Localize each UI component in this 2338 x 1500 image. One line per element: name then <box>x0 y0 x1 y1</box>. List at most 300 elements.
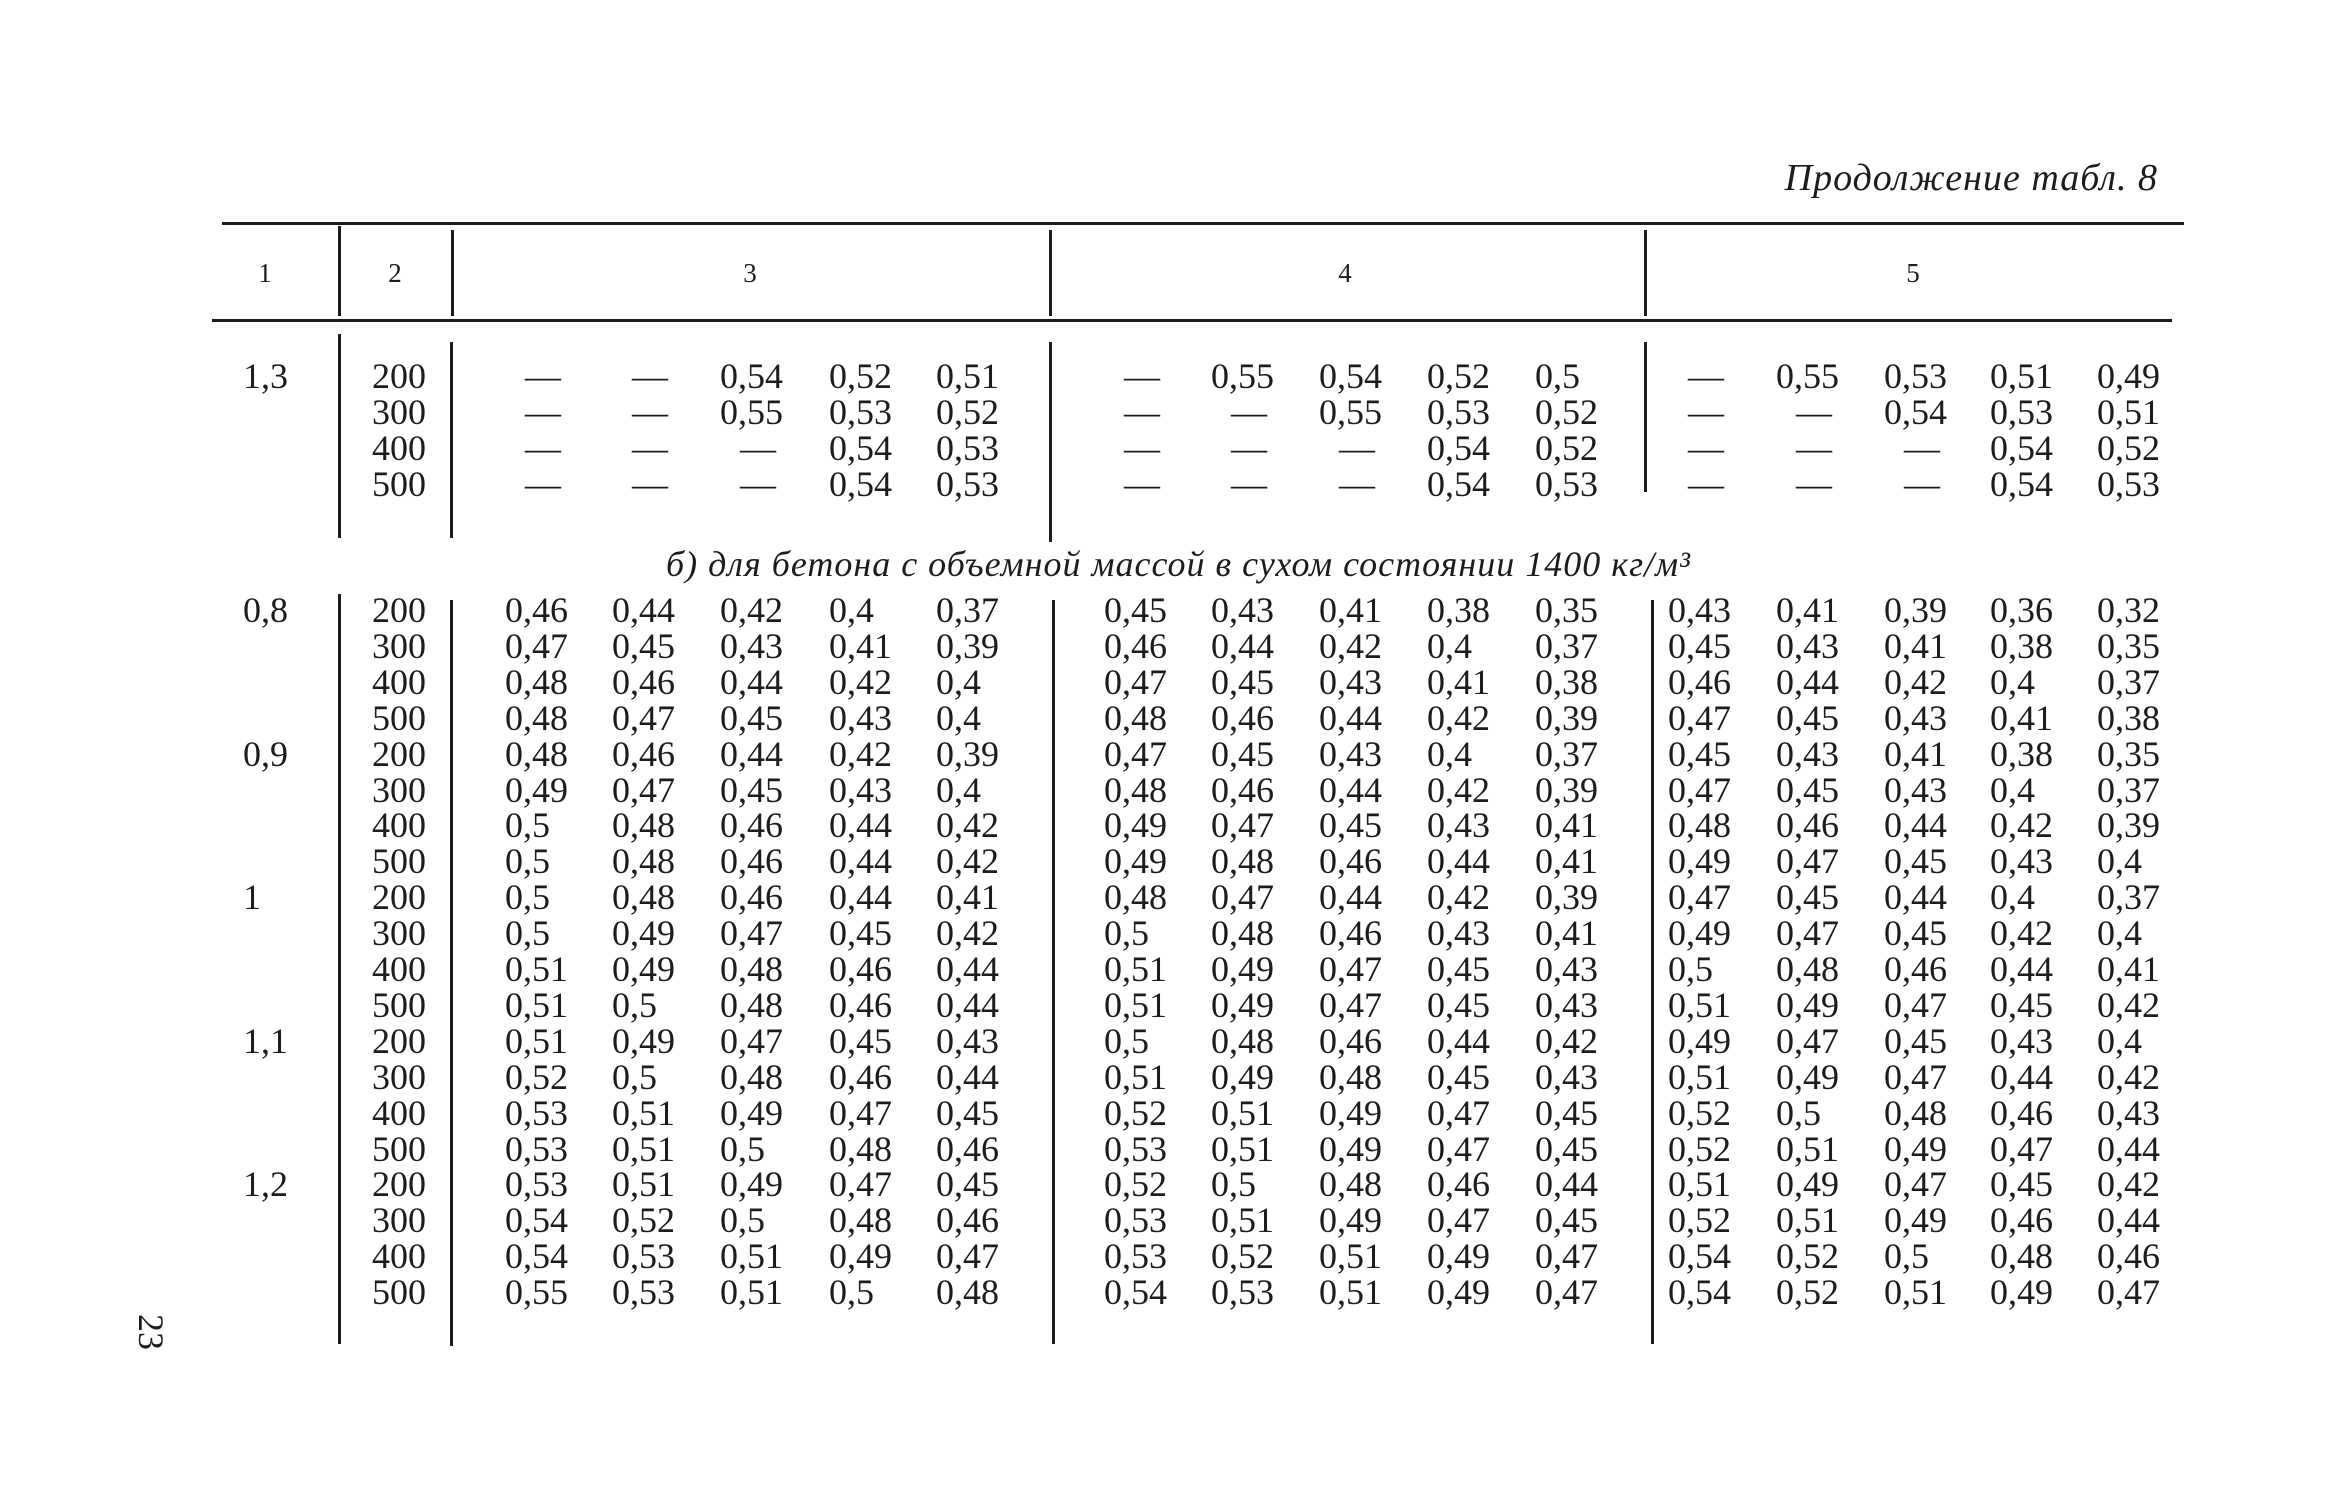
cell-value: 0,54 <box>505 1236 568 1277</box>
divider-1-2 <box>338 226 341 316</box>
cell-value: — <box>740 428 776 468</box>
cell-value: 0,48 <box>612 805 675 846</box>
cell-value: 0,43 <box>1535 984 1598 1025</box>
cell-value: 0,41 <box>2097 949 2160 989</box>
cell-value: 0,51 <box>612 1092 675 1133</box>
cell-value: 0,49 <box>612 949 675 989</box>
cell-value: 0,38 <box>1990 733 2053 774</box>
cell-value: 0,45 <box>720 769 783 810</box>
cell-col-2: 500 <box>372 1272 426 1313</box>
cell-col-1: 0,8 <box>243 590 288 630</box>
cell-value: 0,52 <box>1104 1092 1167 1133</box>
cell-value: 0,44 <box>1427 841 1490 882</box>
cell-value: 0,44 <box>829 805 892 846</box>
table-row <box>0 466 2338 502</box>
cell-value: 0,48 <box>720 1056 783 1097</box>
cell-value: 0,43 <box>1884 697 1947 738</box>
cell-value: 0,53 <box>1427 392 1490 432</box>
cell-value: 0,49 <box>1211 1056 1274 1097</box>
cell-value: 0,55 <box>1776 356 1839 396</box>
table-row <box>0 769 2338 810</box>
cell-value: 0,52 <box>1535 428 1598 468</box>
cell-value: 0,44 <box>1990 1056 2053 1097</box>
cell-value: 0,41 <box>1427 661 1490 702</box>
cell-value: 0,45 <box>1776 877 1839 918</box>
cell-value: 0,47 <box>1668 877 1731 918</box>
cell-value: — <box>1904 428 1940 468</box>
cell-col-2: 200 <box>372 877 426 918</box>
cell-value: 0,39 <box>1535 877 1598 918</box>
cell-value: 0,52 <box>936 392 999 432</box>
cell-value: 0,47 <box>1884 1164 1947 1205</box>
cell-value: 0,45 <box>829 913 892 954</box>
cell-value: 0,49 <box>720 1092 783 1133</box>
cell-value: 0,45 <box>1535 1092 1598 1133</box>
cell-value: 0,41 <box>829 625 892 666</box>
cell-value: 0,49 <box>1668 1020 1731 1061</box>
cell-value: 0,42 <box>720 590 783 630</box>
cell-value: 0,45 <box>1535 1128 1598 1169</box>
cell-value: 0,44 <box>936 1056 999 1097</box>
header-bottom-rule <box>212 319 2172 322</box>
cell-value: — <box>525 428 561 468</box>
cell-value: 0,48 <box>829 1128 892 1169</box>
cell-value: 0,42 <box>2097 1056 2160 1097</box>
cell-value: 0,49 <box>1319 1200 1382 1241</box>
cell-value: 0,39 <box>1884 590 1947 630</box>
cell-value: 0,5 <box>720 1128 765 1169</box>
divider-2-3 <box>451 230 454 316</box>
table-row <box>0 984 2338 1025</box>
cell-value: 0,44 <box>2097 1200 2160 1241</box>
cell-value: 0,48 <box>1104 697 1167 738</box>
cell-value: — <box>1904 464 1940 504</box>
cell-value: 0,53 <box>2097 464 2160 504</box>
cell-value: 0,49 <box>1319 1092 1382 1133</box>
cell-value: 0,42 <box>936 913 999 954</box>
cell-value: 0,46 <box>720 805 783 846</box>
cell-col-2: 300 <box>372 625 426 666</box>
cell-value: 0,52 <box>612 1200 675 1241</box>
cell-value: 0,51 <box>612 1164 675 1205</box>
cell-value: 0,48 <box>505 733 568 774</box>
cell-value: 0,47 <box>1104 733 1167 774</box>
cell-value: 0,46 <box>1319 1020 1382 1061</box>
table-row <box>0 625 2338 666</box>
cell-value: 0,44 <box>936 984 999 1025</box>
cell-value: 0,49 <box>1668 841 1731 882</box>
cell-value: 0,41 <box>1884 733 1947 774</box>
cell-value: 0,4 <box>2097 913 2142 954</box>
cell-value: 0,44 <box>1319 697 1382 738</box>
table-row <box>0 1092 2338 1133</box>
cell-value: 0,53 <box>1884 356 1947 396</box>
cell-value: 0,53 <box>936 428 999 468</box>
cell-value: 0,52 <box>829 356 892 396</box>
cell-value: 0,54 <box>1427 428 1490 468</box>
cell-col-2: 500 <box>372 1128 426 1169</box>
table-row <box>0 1236 2338 1277</box>
cell-value: 0,46 <box>936 1200 999 1241</box>
cell-value: 0,52 <box>1776 1236 1839 1277</box>
cell-value: 0,44 <box>829 877 892 918</box>
cell-value: 0,48 <box>1884 1092 1947 1133</box>
cell-value: 0,5 <box>505 877 550 918</box>
cell-value: 0,41 <box>1990 697 2053 738</box>
cell-value: 0,46 <box>936 1128 999 1169</box>
cell-value: 0,47 <box>1104 661 1167 702</box>
cell-value: 0,52 <box>1668 1200 1731 1241</box>
cell-value: 0,51 <box>1668 1164 1731 1205</box>
cell-value: 0,39 <box>2097 805 2160 846</box>
cell-value: 0,54 <box>1668 1272 1731 1313</box>
cell-value: 0,54 <box>829 464 892 504</box>
cell-value: 0,54 <box>1990 464 2053 504</box>
table-row <box>0 913 2338 954</box>
cell-value: 0,37 <box>2097 877 2160 918</box>
cell-value: — <box>632 428 668 468</box>
cell-value: 0,45 <box>612 625 675 666</box>
cell-value: 0,37 <box>2097 661 2160 702</box>
cell-value: — <box>1124 428 1160 468</box>
table-row <box>0 951 2338 987</box>
cell-value: 0,52 <box>1668 1092 1731 1133</box>
cell-value: 0,51 <box>1211 1200 1274 1241</box>
cell-value: 0,45 <box>720 697 783 738</box>
header-col-1: 1 <box>258 258 272 288</box>
cell-value: 0,38 <box>1427 590 1490 630</box>
cell-value: 0,4 <box>1990 769 2035 810</box>
cell-value: 0,54 <box>1884 392 1947 432</box>
cell-value: 0,46 <box>1884 949 1947 989</box>
cell-value: 0,42 <box>829 733 892 774</box>
cell-value: 0,39 <box>936 625 999 666</box>
cell-value: 0,4 <box>1427 733 1472 774</box>
cell-value: 0,41 <box>936 877 999 918</box>
cell-value: 0,47 <box>1319 984 1382 1025</box>
cell-value: 0,54 <box>720 356 783 396</box>
cell-value: 0,51 <box>1104 1056 1167 1097</box>
cell-col-2: 500 <box>372 984 426 1025</box>
cell-value: 0,49 <box>1427 1272 1490 1313</box>
cell-value: — <box>1796 428 1832 468</box>
cell-value: 0,42 <box>1427 697 1490 738</box>
cell-value: 0,51 <box>1319 1272 1382 1313</box>
cell-value: 0,5 <box>1211 1164 1256 1205</box>
cell-value: 0,48 <box>1211 1020 1274 1061</box>
cell-value: 0,41 <box>1776 590 1839 630</box>
cell-value: 0,51 <box>1211 1128 1274 1169</box>
cell-value: 0,5 <box>1668 949 1713 989</box>
cell-value: 0,47 <box>612 697 675 738</box>
cell-value: — <box>632 464 668 504</box>
cell-value: 0,39 <box>1535 769 1598 810</box>
cell-value: 0,43 <box>1884 769 1947 810</box>
cell-value: 0,53 <box>1535 464 1598 504</box>
cell-value: 0,48 <box>1319 1056 1382 1097</box>
cell-value: 0,5 <box>505 913 550 954</box>
cell-value: 0,46 <box>720 877 783 918</box>
cell-col-2: 400 <box>372 1092 426 1133</box>
cell-value: 0,41 <box>1319 590 1382 630</box>
cell-col-2: 400 <box>372 428 426 468</box>
cell-value: 0,43 <box>720 625 783 666</box>
cell-value: 0,46 <box>1668 661 1731 702</box>
cell-value: 0,41 <box>1535 913 1598 954</box>
cell-value: 0,48 <box>1776 949 1839 989</box>
cell-value: 0,47 <box>1319 949 1382 989</box>
table-row <box>0 661 2338 702</box>
cell-value: 0,45 <box>829 1020 892 1061</box>
cell-value: 0,46 <box>1211 769 1274 810</box>
cell-value: 0,4 <box>936 661 981 702</box>
table-row <box>0 1056 2338 1097</box>
cell-value: 0,47 <box>1884 1056 1947 1097</box>
cell-value: 0,43 <box>1319 733 1382 774</box>
table-row <box>0 841 2338 882</box>
cell-value: 0,48 <box>1668 805 1731 846</box>
cell-value: 0,49 <box>1776 1164 1839 1205</box>
cell-value: — <box>1339 464 1375 504</box>
cell-value: 0,45 <box>1104 590 1167 630</box>
cell-value: 0,49 <box>612 913 675 954</box>
cell-value: 0,38 <box>1535 661 1598 702</box>
cell-value: 0,42 <box>829 661 892 702</box>
cell-value: 0,39 <box>936 733 999 774</box>
cell-value: 0,47 <box>1990 1128 2053 1169</box>
cell-value: 0,48 <box>505 661 568 702</box>
cell-value: 0,5 <box>1535 356 1580 396</box>
cell-value: — <box>1688 392 1724 432</box>
cell-value: 0,5 <box>829 1272 874 1313</box>
cell-value: 0,49 <box>1427 1236 1490 1277</box>
cell-value: 0,51 <box>1211 1092 1274 1133</box>
cell-col-2: 500 <box>372 841 426 882</box>
cell-value: 0,42 <box>1319 625 1382 666</box>
cell-value: — <box>1231 392 1267 432</box>
cell-value: 0,46 <box>1990 1092 2053 1133</box>
cell-value: 0,4 <box>936 769 981 810</box>
cell-value: 0,47 <box>1427 1092 1490 1133</box>
cell-value: 0,44 <box>612 590 675 630</box>
cell-value: 0,47 <box>720 913 783 954</box>
cell-value: 0,47 <box>829 1164 892 1205</box>
cell-value: 0,49 <box>1104 841 1167 882</box>
cell-value: 0,4 <box>2097 1020 2142 1061</box>
cell-value: 0,38 <box>2097 697 2160 738</box>
cell-value: — <box>1796 464 1832 504</box>
cell-value: — <box>525 356 561 396</box>
cell-col-2: 200 <box>372 733 426 774</box>
cell-value: 0,46 <box>829 1056 892 1097</box>
cell-col-1: 1,2 <box>243 1164 288 1205</box>
cell-value: 0,43 <box>1535 949 1598 989</box>
cell-value: 0,53 <box>1990 392 2053 432</box>
cell-value: 0,52 <box>505 1056 568 1097</box>
header-col-3: 3 <box>743 258 757 288</box>
cell-col-2: 400 <box>372 805 426 846</box>
cell-value: 0,43 <box>936 1020 999 1061</box>
cell-value: 0,35 <box>2097 733 2160 774</box>
cell-value: 0,47 <box>505 625 568 666</box>
cell-value: 0,49 <box>1776 1056 1839 1097</box>
cell-col-2: 200 <box>372 356 426 396</box>
cell-value: 0,43 <box>1776 733 1839 774</box>
cell-value: 0,43 <box>1535 1056 1598 1097</box>
table-row <box>0 1128 2338 1169</box>
cell-value: 0,43 <box>1427 805 1490 846</box>
cell-value: 0,48 <box>612 877 675 918</box>
cell-value: 0,46 <box>612 733 675 774</box>
cell-value: 0,54 <box>1427 464 1490 504</box>
cell-value: 0,45 <box>1990 984 2053 1025</box>
cell-value: 0,42 <box>1990 913 2053 954</box>
cell-value: 0,43 <box>1668 590 1731 630</box>
cell-value: 0,43 <box>1990 1020 2053 1061</box>
cell-value: 0,43 <box>1319 661 1382 702</box>
cell-value: 0,54 <box>1990 428 2053 468</box>
cell-col-2: 300 <box>372 913 426 954</box>
cell-value: — <box>1124 464 1160 504</box>
page-number: 23 <box>131 1314 171 1350</box>
cell-value: — <box>1796 392 1832 432</box>
cell-value: 0,43 <box>1776 625 1839 666</box>
cell-value: 0,47 <box>1668 697 1731 738</box>
cell-value: 0,45 <box>1427 1056 1490 1097</box>
cell-value: 0,52 <box>1104 1164 1167 1205</box>
cell-value: 0,54 <box>1319 356 1382 396</box>
cell-value: 0,45 <box>1427 984 1490 1025</box>
cell-value: 0,52 <box>1776 1272 1839 1313</box>
cell-value: 0,5 <box>612 984 657 1025</box>
cell-value: 0,4 <box>1427 625 1472 666</box>
cell-value: 0,44 <box>2097 1128 2160 1169</box>
cell-value: 0,36 <box>1990 590 2053 630</box>
cell-value: 0,45 <box>1884 1020 1947 1061</box>
cell-value: 0,48 <box>1211 913 1274 954</box>
cell-value: 0,51 <box>505 949 568 989</box>
cell-value: 0,43 <box>2097 1092 2160 1133</box>
cell-value: 0,46 <box>505 590 568 630</box>
cell-value: 0,49 <box>720 1164 783 1205</box>
cell-col-2: 300 <box>372 1056 426 1097</box>
cell-value: 0,49 <box>1884 1128 1947 1169</box>
divider-3-4 <box>1049 230 1052 316</box>
cell-value: 0,45 <box>1668 625 1731 666</box>
cell-value: 0,44 <box>936 949 999 989</box>
cell-value: 0,51 <box>505 1020 568 1061</box>
cell-value: 0,49 <box>1990 1272 2053 1313</box>
cell-col-2: 500 <box>372 464 426 504</box>
cell-value: 0,41 <box>1535 805 1598 846</box>
cell-value: 0,54 <box>505 1200 568 1241</box>
cell-value: — <box>632 356 668 396</box>
cell-col-2: 300 <box>372 1200 426 1241</box>
cell-value: 0,42 <box>2097 1164 2160 1205</box>
cell-value: 0,47 <box>829 1092 892 1133</box>
cell-value: 0,37 <box>2097 769 2160 810</box>
cell-value: 0,42 <box>936 805 999 846</box>
cell-value: 0,48 <box>829 1200 892 1241</box>
cell-value: 0,42 <box>1990 805 2053 846</box>
cell-value: 0,44 <box>1776 661 1839 702</box>
cell-value: 0,45 <box>1668 733 1731 774</box>
cell-value: — <box>1124 356 1160 396</box>
cell-value: 0,51 <box>936 356 999 396</box>
divider-4-5 <box>1644 230 1647 316</box>
cell-value: 0,53 <box>936 464 999 504</box>
cell-value: 0,42 <box>1427 769 1490 810</box>
cell-value: — <box>632 392 668 432</box>
header-col-5: 5 <box>1906 258 1920 288</box>
cell-value: 0,51 <box>1776 1200 1839 1241</box>
cell-value: 0,35 <box>1535 590 1598 630</box>
cell-value: 0,49 <box>505 769 568 810</box>
cell-value: 0,45 <box>1211 733 1274 774</box>
cell-value: 0,53 <box>1104 1128 1167 1169</box>
cell-value: 0,52 <box>1211 1236 1274 1277</box>
cell-value: 0,51 <box>1776 1128 1839 1169</box>
cell-value: 0,44 <box>829 841 892 882</box>
cell-value: 0,52 <box>1427 356 1490 396</box>
cell-value: 0,44 <box>1884 877 1947 918</box>
cell-value: 0,53 <box>612 1236 675 1277</box>
cell-value: 0,48 <box>1319 1164 1382 1205</box>
table-row <box>0 1164 2338 1205</box>
table-row <box>0 358 2338 394</box>
cell-value: 0,47 <box>936 1236 999 1277</box>
cell-value: 0,49 <box>1776 984 1839 1025</box>
cell-value: 0,43 <box>829 769 892 810</box>
table-row <box>0 1200 2338 1241</box>
cell-value: 0,42 <box>2097 984 2160 1025</box>
cell-value: 0,49 <box>1319 1128 1382 1169</box>
cell-value: 0,44 <box>720 733 783 774</box>
cell-value: 0,49 <box>829 1236 892 1277</box>
table-row <box>0 733 2338 774</box>
cell-value: 0,48 <box>1104 877 1167 918</box>
cell-value: 0,5 <box>720 1200 765 1241</box>
cell-value: 0,51 <box>505 984 568 1025</box>
cell-value: 0,51 <box>1668 1056 1731 1097</box>
cell-value: 0,53 <box>505 1092 568 1133</box>
cell-value: 0,43 <box>1211 590 1274 630</box>
cell-value: 0,49 <box>2097 356 2160 396</box>
cell-value: 0,45 <box>1776 697 1839 738</box>
cell-value: 0,46 <box>1211 697 1274 738</box>
table-row <box>0 1020 2338 1061</box>
cell-value: 0,37 <box>936 590 999 630</box>
cell-value: — <box>1231 464 1267 504</box>
cell-value: 0,51 <box>612 1128 675 1169</box>
cell-value: 0,51 <box>1990 356 2053 396</box>
cell-value: 0,47 <box>1776 913 1839 954</box>
cell-value: 0,49 <box>1104 805 1167 846</box>
cell-value: 0,46 <box>2097 1236 2160 1277</box>
cell-col-1: 1,3 <box>243 356 288 396</box>
cell-value: — <box>1124 392 1160 432</box>
cell-value: 0,46 <box>1776 805 1839 846</box>
cell-value: 0,44 <box>1319 877 1382 918</box>
cell-value: 0,47 <box>1776 841 1839 882</box>
cell-value: 0,46 <box>1319 913 1382 954</box>
cell-value: 0,49 <box>1211 949 1274 989</box>
cell-value: 0,46 <box>1990 1200 2053 1241</box>
cell-value: 0,43 <box>829 697 892 738</box>
section-b-subtitle: б) для бетона с объемной массой в сухом состоянии 1400 кг/м³ <box>666 544 1691 584</box>
header-col-2: 2 <box>388 258 402 288</box>
cell-value: 0,42 <box>1427 877 1490 918</box>
